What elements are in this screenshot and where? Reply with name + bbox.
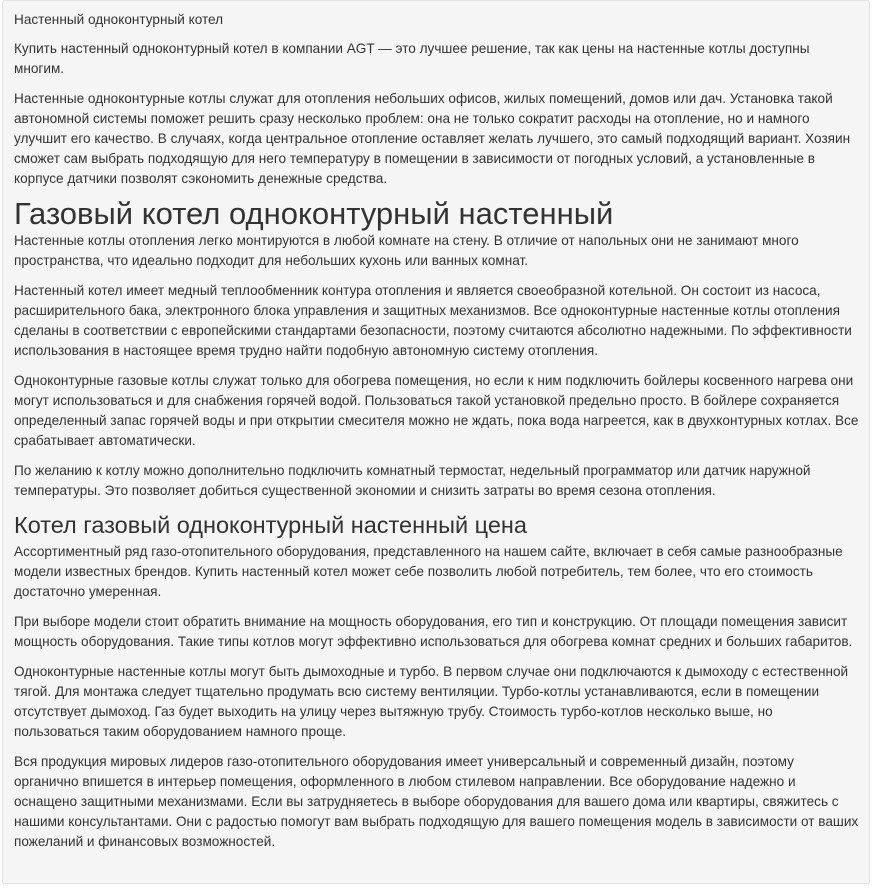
section2-heading: Котел газовый одноконтурный настенный цена: [14, 512, 527, 538]
intro-paragraph-1: Купить настенный одноконтурный котел в компании AGT — это лучшее решение, так как цены на настенные котлы доступны многим.: [14, 41, 810, 76]
intro-paragraph-2: Настенные одноконтурные котлы служат для отопления небольших офисов, жилых помещений, домов или дач. Установка такой автономной системы поможет решить сразу несколько проблем: она не только сократит расходы на отопление, но и намного улучшит его качество. В случаях, когда центральное отопление оставляет желать лучшего, это самый подходящий вариант. Хозяин сможет сам выбрать подходящую для него температуру в помещении в зависимости от погодных условий, а установленные в корпусе датчики позволят сэкономить денежные средства.: [14, 91, 851, 186]
section2-paragraph-2: При выборе модели стоит обратить внимание на мощность оборудования, его тип и конструкцию. От площади помещения зависит мощность оборудования. Такие типы котлов могут эффективно использоваться для обогрева комнат средних и больших габаритов.: [14, 614, 853, 649]
article-title: Настенный одноконтурный котел: [14, 12, 224, 27]
section2-paragraph-3: Одноконтурные настенные котлы могут быть дымоходные и турбо. В первом случае они подключаются к дымоходу с естественной тягой. Для монтажа следует тщательно продумать всю систему вентиляции. Турбо-котлы устанавливаются, если в помещении отсутствует дымоход. Газ будет выходить на улицу через вытяжную трубу. Стоимость турбо-котлов несколько выше, но пользоваться таким оборудованием намного проще.: [14, 664, 849, 739]
section1-heading: Газовый котел одноконтурный настенный: [14, 196, 614, 231]
section1-paragraph-4: По желанию к котлу можно дополнительно подключить комнатный термостат, недельный программатор или датчик наружной температуры. Это позволяет добиться существенной экономии и снизить затраты во время сезона отопления.: [14, 463, 811, 498]
section1-paragraph-1: Настенные котлы отопления легко монтируются в любой комнате на стену. В отличие от напольных они не занимают много пространства, что идеально подходит для небольших кухонь или ванных комнат.: [14, 233, 799, 268]
article-panel: [2, 0, 870, 884]
section1-paragraph-2: Настенный котел имеет медный теплообменник контура отопления и является своеобразной котельной. Он состоит из насоса, расширительного бака, электронного блока управления и защитных механизмов. Все одноконтурные настенные котлы отопления сделаны в соответствии с европейскими стандартами безопасности, поэтому считаются абсолютно надежными. По эффективности использования в настоящее время трудно найти подобную автономную систему отопления.: [14, 283, 852, 358]
section2-paragraph-4: Вся продукция мировых лидеров газо-отопительного оборудования имеет универсальный и современный дизайн, поэтому органично впишется в интерьер помещения, оформленного в любом стилевом направлении. Все оборудование надежно и оснащено защитными механизмами. Если вы затрудняетесь в выборе оборудования для вашего дома или квартиры, свяжитесь с нашими консультантами. Они с радостью помогут вам выбрать подходящую для вашего помещения модель в зависимости от ваших пожеланий и финансовых возможностей.: [14, 754, 859, 849]
section1-paragraph-3: Одноконтурные газовые котлы служат только для обогрева помещения, но если к ним подключить бойлеры косвенного нагрева они могут использоваться и для снабжения горячей водой. Пользоваться такой установкой предельно просто. В бойлере сохраняется определенный запас горячей воды и при открытии смесителя можно не ждать, пока вода нагреется, как в двухконтурных котлах. Все срабатывает автоматически.: [14, 373, 859, 448]
section2-paragraph-1: Ассортиментный ряд газо-отопительного оборудования, представленного на нашем сайте, включает в себя самые разнообразные модели известных брендов. Купить настенный котел может себе позволить любой потребитель, тем более, что его стоимость достаточно умеренная.: [14, 544, 843, 599]
